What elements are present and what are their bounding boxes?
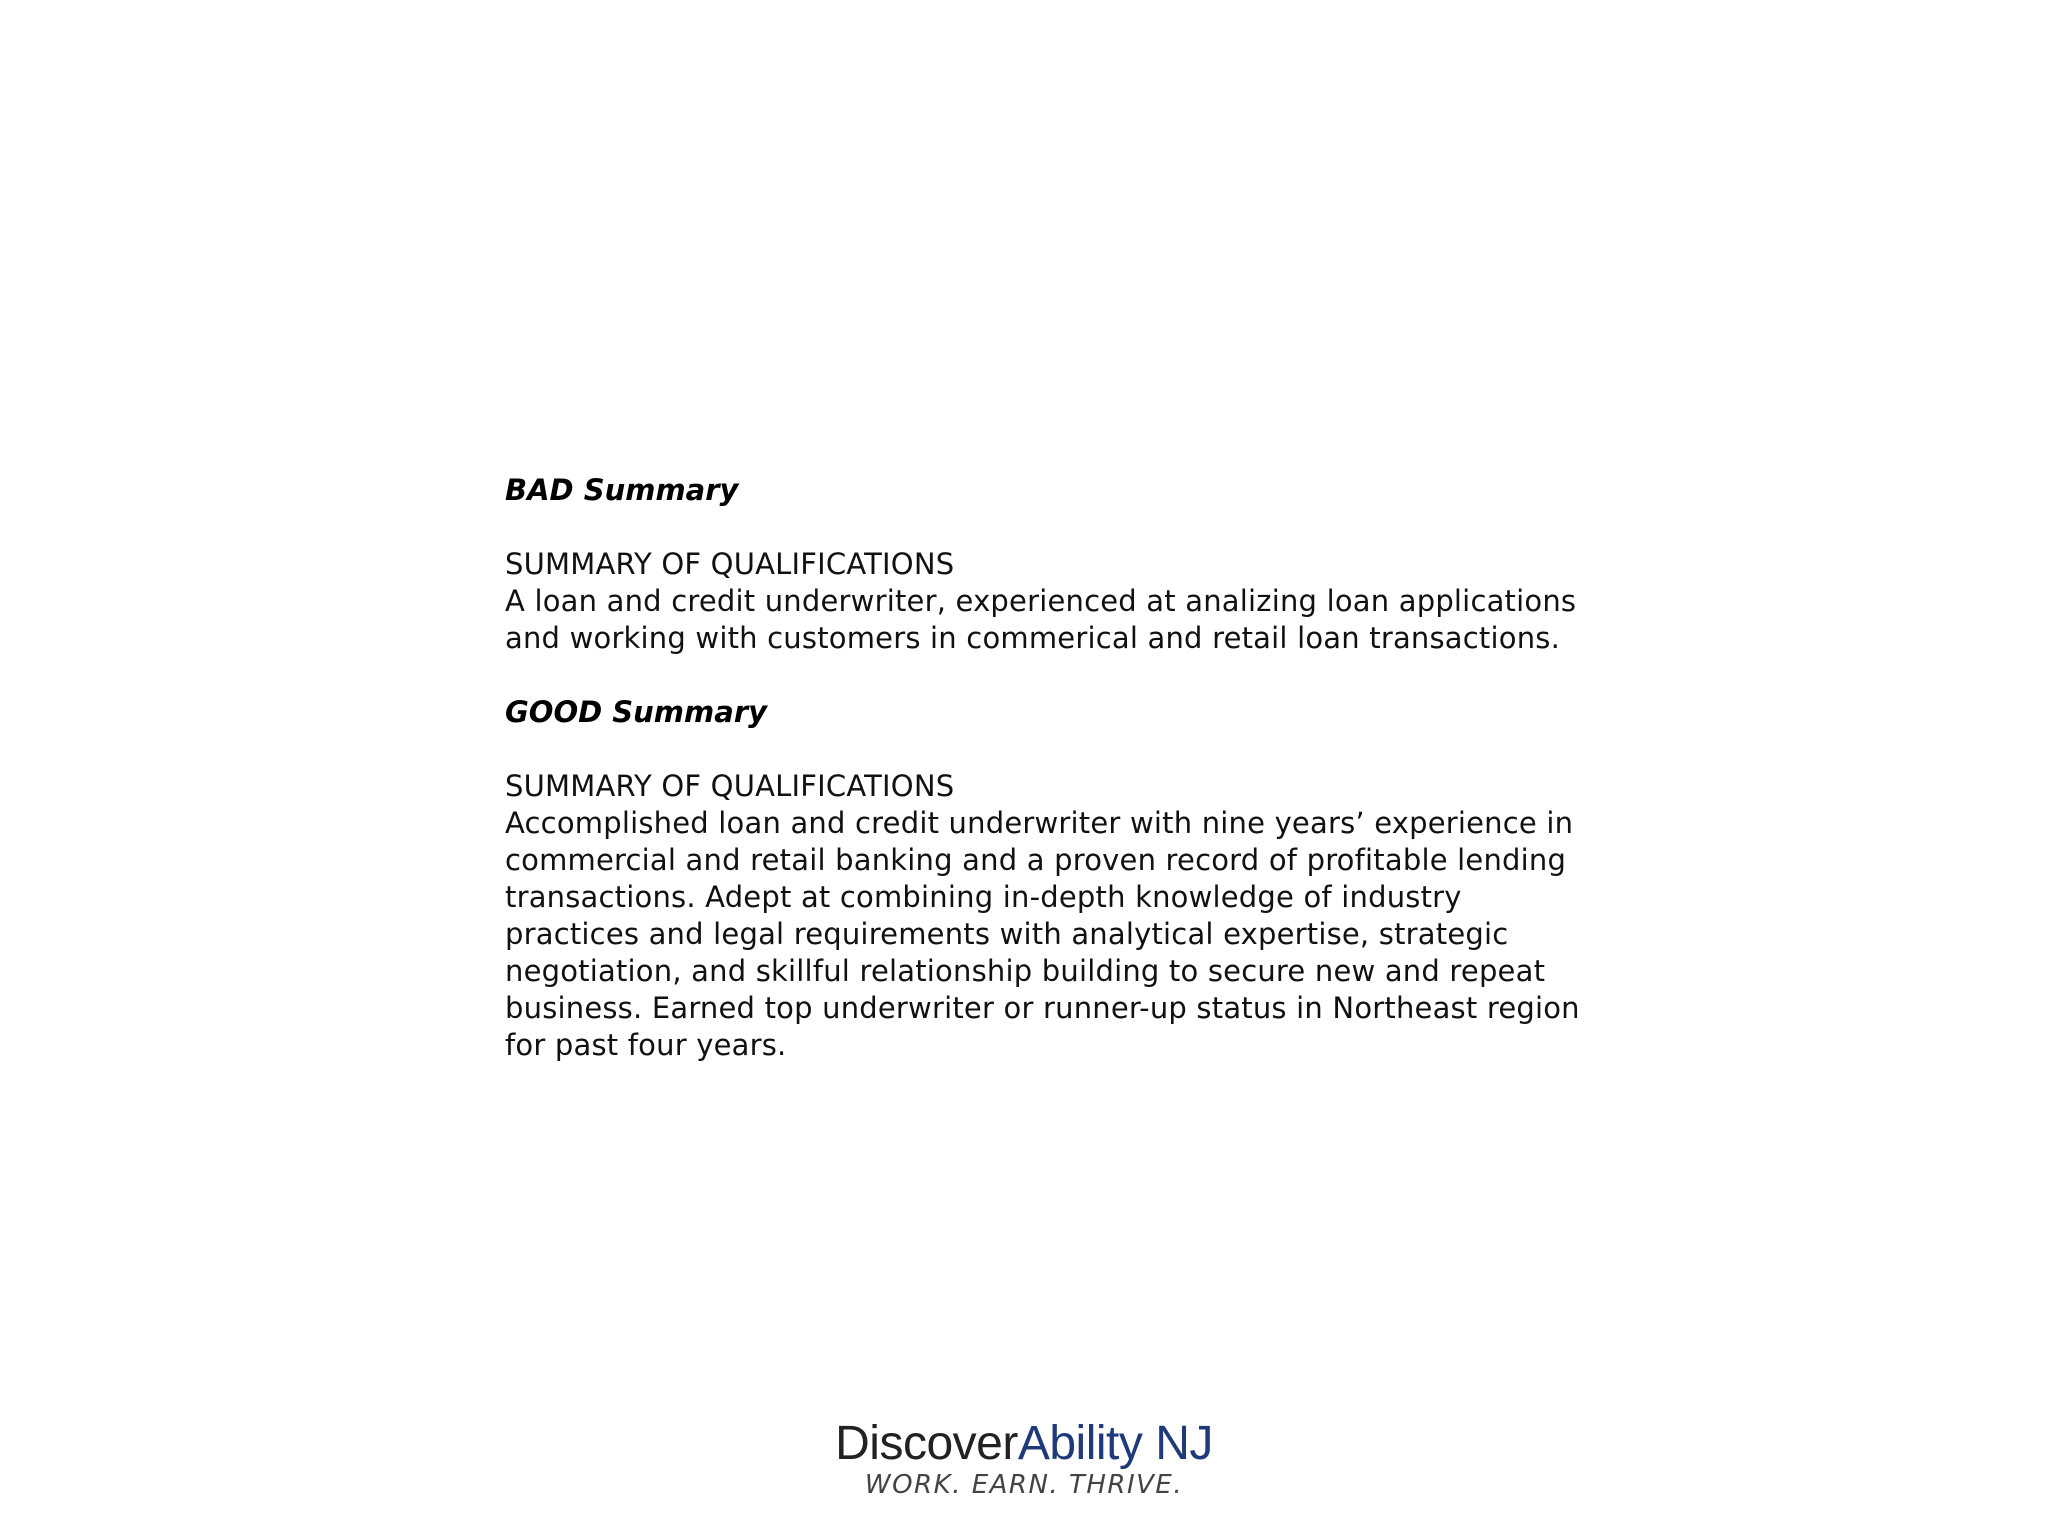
bad-summary-paragraph	[505, 583, 1745, 657]
paragraph-line: Accomplished loan and credit underwriter with nine years’ experience in	[505, 806, 1574, 840]
spacer	[505, 657, 1745, 694]
logo-ability-text: Ability	[1017, 1417, 1143, 1470]
bad-summary-heading: BAD Summary	[505, 473, 739, 507]
paragraph-line: for past four years.	[505, 1028, 787, 1062]
good-summary-heading: GOOD Summary	[505, 695, 768, 729]
paragraph-line: practices and legal requirements with analytical expertise, strategic	[505, 917, 1509, 951]
discoverability-nj-logo	[0, 1418, 2048, 1500]
bad-summary-title: SUMMARY OF QUALIFICATIONS	[505, 547, 955, 581]
logo-nj-text: NJ	[1155, 1417, 1213, 1470]
paragraph-line: business. Earned top underwriter or runner-up status in Northeast region	[505, 991, 1580, 1025]
logo-tagline: WORK. EARN. THRIVE.	[864, 1470, 1184, 1500]
paragraph-line: negotiation, and skillful relationship building to secure new and repeat	[505, 954, 1546, 988]
spacer	[505, 731, 1745, 768]
logo-wordmark	[0, 1418, 2048, 1470]
paragraph-line: A loan and credit underwriter, experienced at analizing loan applications	[505, 584, 1577, 618]
paragraph-line: commercial and retail banking and a proven record of profitable lending	[505, 843, 1567, 877]
logo-discover-text: Discover	[835, 1417, 1018, 1470]
good-summary-title: SUMMARY OF QUALIFICATIONS	[505, 769, 955, 803]
good-summary-paragraph	[505, 805, 1745, 1064]
paragraph-line: transactions. Adept at combining in-depth knowledge of industry	[505, 880, 1462, 914]
document-body	[505, 472, 1745, 1064]
paragraph-line: and working with customers in commerical and retail loan transactions.	[505, 621, 1560, 655]
spacer	[505, 509, 1745, 546]
